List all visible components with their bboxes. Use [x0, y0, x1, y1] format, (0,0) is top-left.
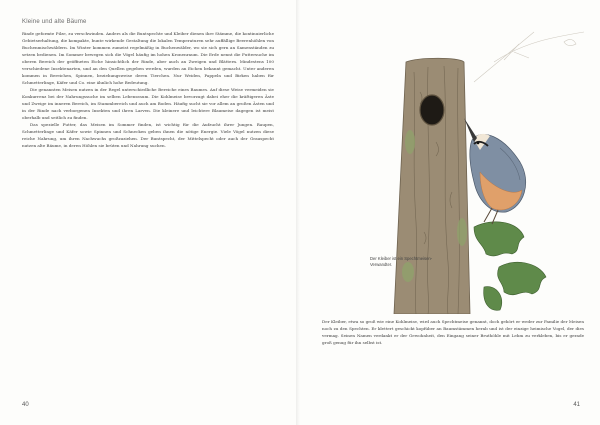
page-number-right: 41	[573, 402, 580, 408]
figure-caption: Der Kleiber ist ein Spechtmeisen-Verwandter.	[370, 256, 433, 268]
right-page	[300, 0, 600, 425]
background-twigs	[474, 32, 584, 82]
right-body-text	[322, 318, 584, 346]
left-body-text	[22, 30, 274, 149]
paragraph: Der Kleiber, etwa so groß wie eine Kohlmeise, wird auch Spechtmeise genannt, doch gehört er weder zur Familie der Meisen noch zu den Spechten. Er klettert geschickt kopfüber an Baumstämmen herab und ist der einzige heimische Vogel, der dies vermag. Seinen Namen verdankt er der Gewohnheit, den Eingang seiner Bruthöhle mit Lehm zu verkleben, bis er gerade groß genug für ihn selbst ist.	[322, 319, 584, 345]
paragraph: Die genannten Meisen nutzen in der Regel unterschiedliche Bereiche eines Baumes. Auf diese Weise vermeiden sie Konkurrenz bei der Nahrungssuche im selben Lebensraum. Die Kohlmeise bevorzugt dabei eher die kräftigeren Äste und Zweige im inneren Bereich, im Stammbereich und auch am Boden. Häufig sucht sie vor allem an großen Ästen und in der Rinde nach verborgenen Insekten und ihren Larven. Die kleinere und leichtere Blaumeise dagegen ist meist oberhalb und seitlich zu finden.	[22, 87, 274, 120]
nuthatch-bird	[464, 118, 526, 224]
page-number-left: 40	[22, 402, 29, 408]
paragraph: Das spezielle Futter, das Meisen im Sommer finden, ist wichtig für die Aufzucht ihrer Jungen. Raupen, Schmetterlinge und Käfer sowie Spinnen und Schnecken geben ihnen die nötige Energie. Viele Vögel nutzen diese reiche Nahrung, um ihren Nachwuchs großzuziehen. Der Buntspecht, der Mittelspecht oder auch der Grauspecht nutzen alte Bäume, in deren Höhlen sie brüten und Nahrung suchen.	[22, 122, 274, 148]
oak-leaves	[474, 222, 546, 311]
running-head: Kleine und alte Bäume	[22, 19, 87, 25]
nuthatch-illustration	[324, 22, 594, 314]
tree-hole	[420, 95, 444, 125]
paragraph: Rinde geformte Pilze, zu verschwinden. Anders als die Buntspechte und Kleiber dienen ihre Stämme, die kontinuierliche Gebietserhaltung, die kompakte, bunte wirkende Gestaltung die lokalen Temperaturen sehr auffällige Beerenhöhlen von Buchenmischwäldern. Im Winter kommen zumeist regelmäßig in Buchenwälder, wo sie sich gern an Samenständen zu setzen bedienen. Im Sommer bewegen sich die Vögel häufig im hohen Kronenraum. Die Erde nennt die Futtersuche im oberen Bereich der geöffneten Eiche hinsichtlich der Rinde, aber auch an Zweigen und Blättern. Mindestens 100 verschiedene Insektenarten, und an den Quellen gegeben werden, wurden an Eichen bekannt gemacht. Unter anderen kommen in Bereichen, Spinnen, beziehungsweise deren Tierchen. Nur Weiden, Pappeln und Birken haben für Schmetterlinge, Käfer und Co. eine ähnlich hohe Bedeutung.	[22, 31, 274, 85]
